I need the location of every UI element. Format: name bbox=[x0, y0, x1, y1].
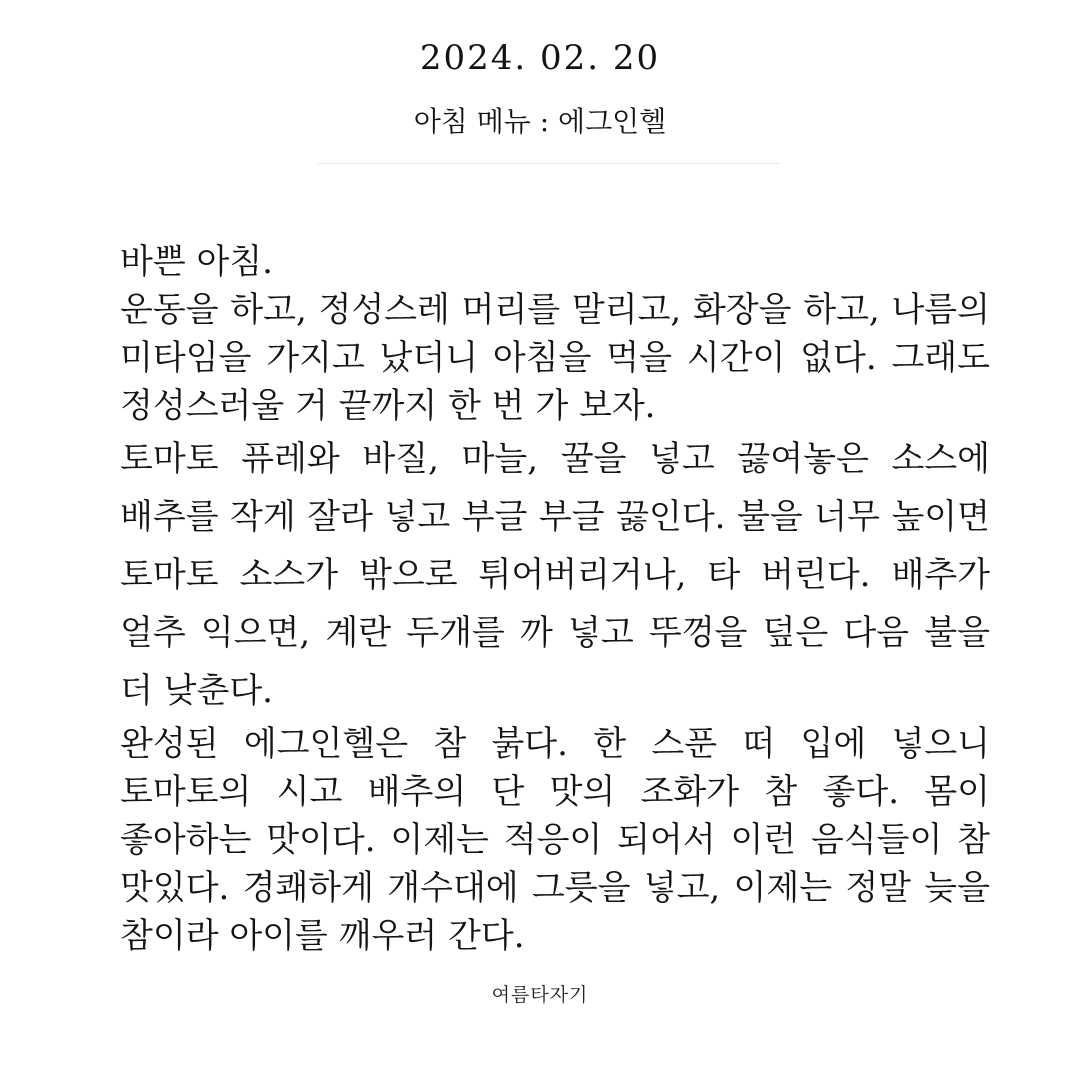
author-signature: 여름타자기 bbox=[491, 984, 589, 1006]
paragraph-cooking: 토마토 퓨레와 바질, 마늘, 꿀을 넣고 끓여놓은 소스에 배추를 작게 잘라 넣고 부글 부글 끓인다. 불을 너무 높이면 토마토 소스가 밖으로 튀어버리거나, 타 버린다. 배추가 얼추 익으면, 계란 두개를 까 넣고 뚜껑을 덮은 다음 불을 더 낮춘다. bbox=[120, 439, 990, 711]
paragraph-busy-morning: 바쁜 아침. bbox=[120, 242, 273, 282]
header-divider bbox=[318, 163, 780, 164]
paragraph-morning-routine: 운동을 하고, 정성스레 머리를 말리고, 화장을 하고, 나름의 미타임을 가지고 났더니 아침을 먹을 시간이 없다. 그래도 정성스러울 거 끝까지 한 번 가 보자. bbox=[120, 290, 990, 426]
menu-subtitle: 아침 메뉴 : 에그인헬 bbox=[413, 105, 667, 138]
diary-body bbox=[120, 238, 990, 960]
diary-date: 2024. 02. 20 bbox=[419, 38, 661, 78]
paragraph-tasting: 완성된 에그인헬은 참 붉다. 한 스푼 떠 입에 넣으니 토마토의 시고 배추의 단 맛의 조화가 참 좋다. 몸이 좋아하는 맛이다. 이제는 적응이 되어서 이런 음식들이 참 맛있다. 경쾌하게 개수대에 그릇을 넣고, 이제는 정말 늦을 참이라 아이를 깨우러 간다. bbox=[120, 724, 990, 956]
